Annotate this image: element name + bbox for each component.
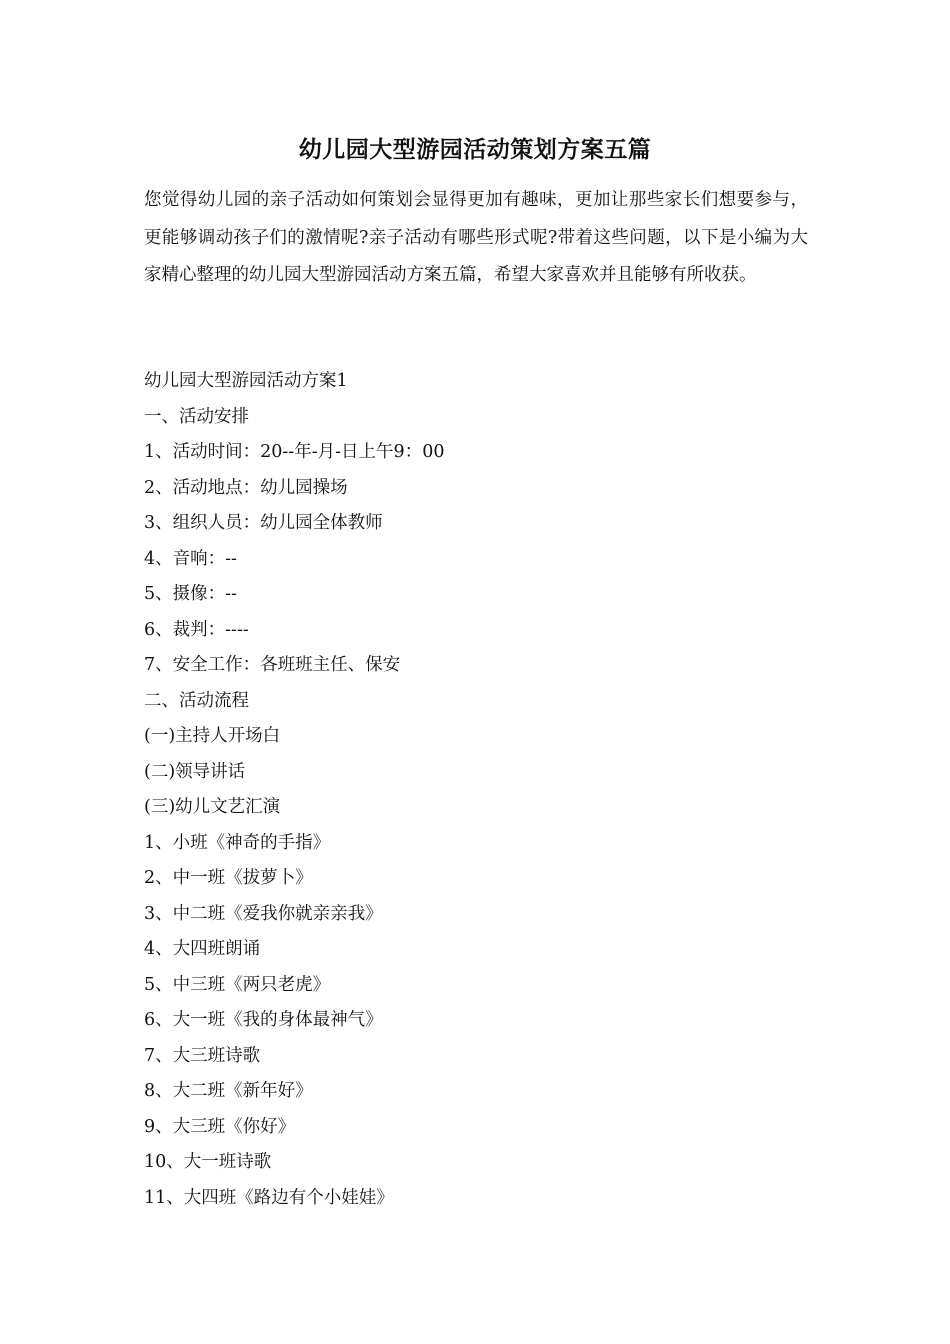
content-lines xyxy=(144,364,808,1216)
list-item: 10、大一班诗歌 xyxy=(144,1152,272,1172)
list-item: 2、中一班《拔萝卜》 xyxy=(144,868,313,888)
document-title: 幼儿园大型游园活动策划方案五篇 xyxy=(298,136,652,163)
list-item: 4、音响：-- xyxy=(144,548,237,569)
list-item: 7、大三班诗歌 xyxy=(144,1045,261,1066)
list-item: 6、大一班《我的身体最神气》 xyxy=(144,1010,383,1030)
list-item: 11、大四班《路边有个小娃娃》 xyxy=(144,1187,394,1208)
list-item: 5、中三班《两只老虎》 xyxy=(144,974,331,995)
list-item: 6、裁判：---- xyxy=(144,619,249,640)
intro-paragraph: 您觉得幼儿园的亲子活动如何策划会显得更加有趣味，更加让那些家长们想要参与，更能够调动孩子们的激情呢?亲子活动有哪些形式呢?带着这些问题，以下是小编为大家精心整理的幼儿园大型游园活动方案五篇，希望大家喜欢并且能够有所收获。 xyxy=(144,190,808,285)
list-item: 4、大四班朗诵 xyxy=(144,939,261,959)
list-item: 2、活动地点：幼儿园操场 xyxy=(144,477,348,498)
list-item: (二)领导讲话 xyxy=(144,761,246,782)
list-item: 1、活动时间：20--年-月-日上午9：00 xyxy=(144,442,445,462)
list-item: 8、大二班《新年好》 xyxy=(144,1081,313,1101)
section-heading: 幼儿园大型游园活动方案1 xyxy=(144,371,348,391)
list-item: 5、摄像：-- xyxy=(144,584,237,604)
list-item: 7、安全工作：各班班主任、保安 xyxy=(144,655,401,675)
list-item: 9、大三班《你好》 xyxy=(144,1116,296,1137)
list-item: 1、小班《神奇的手指》 xyxy=(144,832,331,853)
list-item: (三)幼儿文艺汇演 xyxy=(144,797,281,817)
list-item: (一)主持人开场白 xyxy=(144,726,281,746)
list-item: 3、组织人员：幼儿园全体教师 xyxy=(144,513,383,533)
subsection-heading: 二、活动流程 xyxy=(144,690,249,711)
list-item: 3、中二班《爱我你就亲亲我》 xyxy=(144,903,383,924)
subsection-heading: 一、活动安排 xyxy=(144,406,249,427)
